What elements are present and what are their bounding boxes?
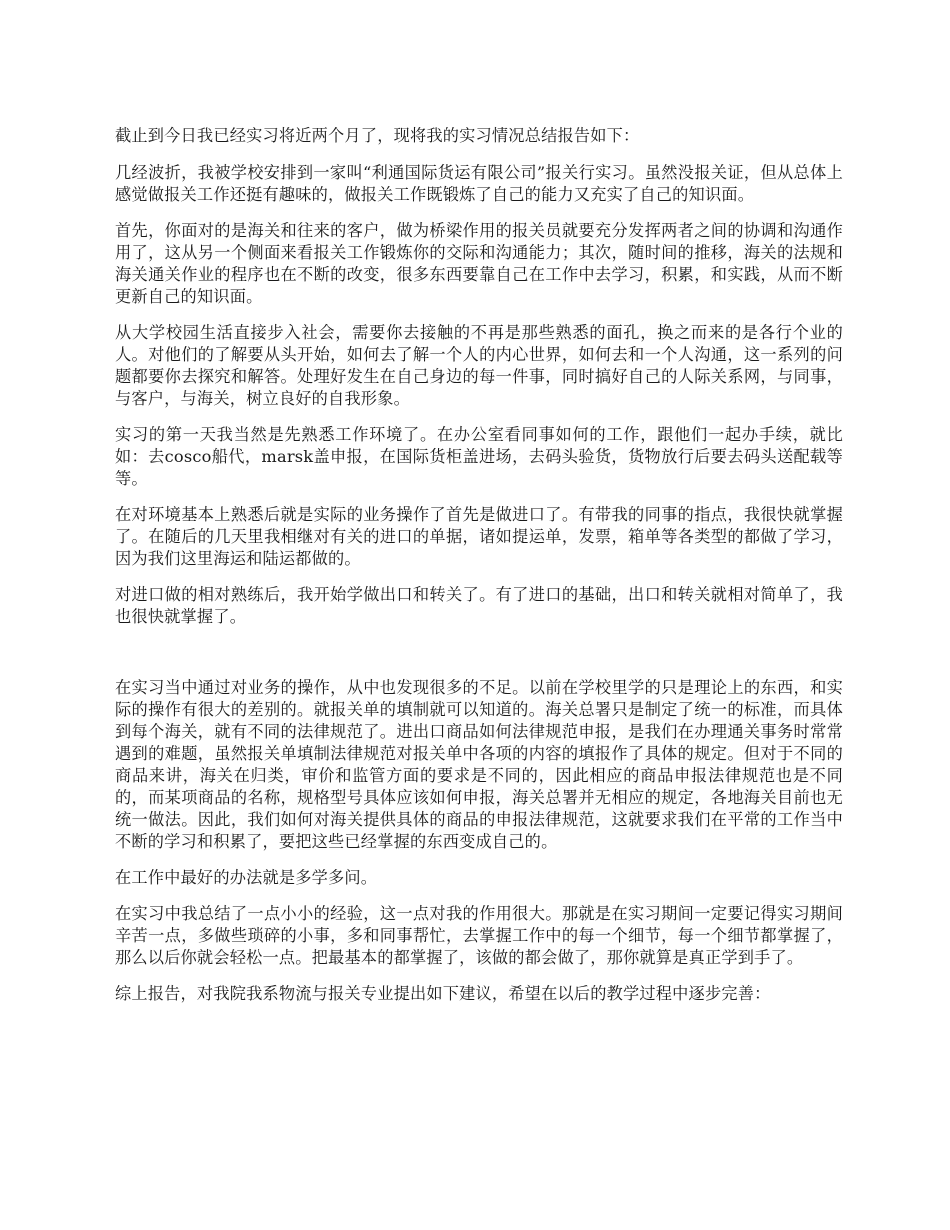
document-page (115, 125, 843, 1019)
paragraph: 在工作中最好的办法就是多学多问。 (115, 868, 378, 887)
paragraph: 首先，你面对的是海关和往来的客户，做为桥梁作用的报关员就要充分发挥两者之间的协调和沟通作用了，这从另一个侧面来看报关工作锻炼你的交际和沟通能力；其次，随时间的推移，海关的法规和海关通关作业的程序也在不断的改变，很多东西要靠自己在工作中去学习，积累，和实践，从而不断更新自己的知识面。 (115, 221, 843, 306)
paragraph: 从大学校园生活直接步入社会，需要你去接触的不再是那些熟悉的面孔，换之而来的是各行个业的人。对他们的了解要从头开始，如何去了解一个人的内心世界，如何去和一个人沟通，这一系列的问题都要你去探究和解答。处理好发生在自己身边的每一件事，同时搞好自己的人际关系网，与同事，与客户，与海关，树立良好的自我形象。 (115, 323, 843, 408)
paragraph: 综上报告，对我院我系物流与报关专业提出如下建议，希望在以后的教学过程中逐步完善： (115, 984, 771, 1003)
paragraph: 在实习中我总结了一点小小的经验，这一点对我的作用很大。那就是在实习期间一定要记得实习期间辛苦一点，多做些琐碎的小事，多和同事帮忙，去掌握工作中的每一个细节，每一个细节都掌握了，那么以后你就会轻松一点。把最基本的都掌握了，该做的都会做了，那你就算是真正学到手了。 (115, 904, 843, 967)
paragraph: 在对环境基本上熟悉后就是实际的业务操作了首先是做进口了。有带我的同事的指点，我很快就掌握了。在随后的几天里我相继对有关的进口的单据，诸如提运单，发票，箱单等各类型的都做了学习，因为我们这里海运和陆运都做的。 (115, 505, 843, 568)
paragraph: 几经波折，我被学校安排到一家叫“利通国际货运有限公司”报关行实习。虽然没报关证，但从总体上感觉做报关工作还挺有趣味的，做报关工作既锻炼了自己的能力又充实了自己的知识面。 (115, 163, 843, 204)
paragraph-intro: 截止到今日我已经实习将近两个月了，现将我的实习情况总结报告如下： (115, 126, 640, 145)
paragraph: 实习的第一天我当然是先熟悉工作环境了。在办公室看同事如何的工作，跟他们一起办手续，就比如：去cosco船代，marsk盖申报，在国际货柜盖进场，去码头验货，货物放行后要去码头送配载等等。 (115, 425, 843, 488)
paragraph: 在实习当中通过对业务的操作，从中也发现很多的不足。以前在学校里学的只是理论上的东西，和实际的操作有很大的差别的。就报关单的填制就可以知道的。海关总署只是制定了统一的标准，而具体到每个海关，就有不同的法律规范了。进出口商品如何法律规范申报，是我们在办理通关事务时常常遇到的难题，虽然报关单填制法律规范对报关单中各项的内容的填报作了具体的规定。但对于不同的商品来讲，海关在归类，审价和监管方面的要求是不同的，因此相应的商品申报法律规范也是不同的，而某项商品的名称，规格型号具体应该如何申报，海关总署并无相应的规定，各地海关目前也无统一做法。因此，我们如何对海关提供具体的商品的申报法律规范，这就要求我们在平常的工作当中不断的学习和积累了，要把这些已经掌握的东西变成自己的。 (115, 678, 843, 851)
paragraph: 对进口做的相对熟练后，我开始学做出口和转关了。有了进口的基础，出口和转关就相对简单了，我也很快就掌握了。 (115, 585, 843, 626)
blank-spacer (115, 642, 843, 677)
